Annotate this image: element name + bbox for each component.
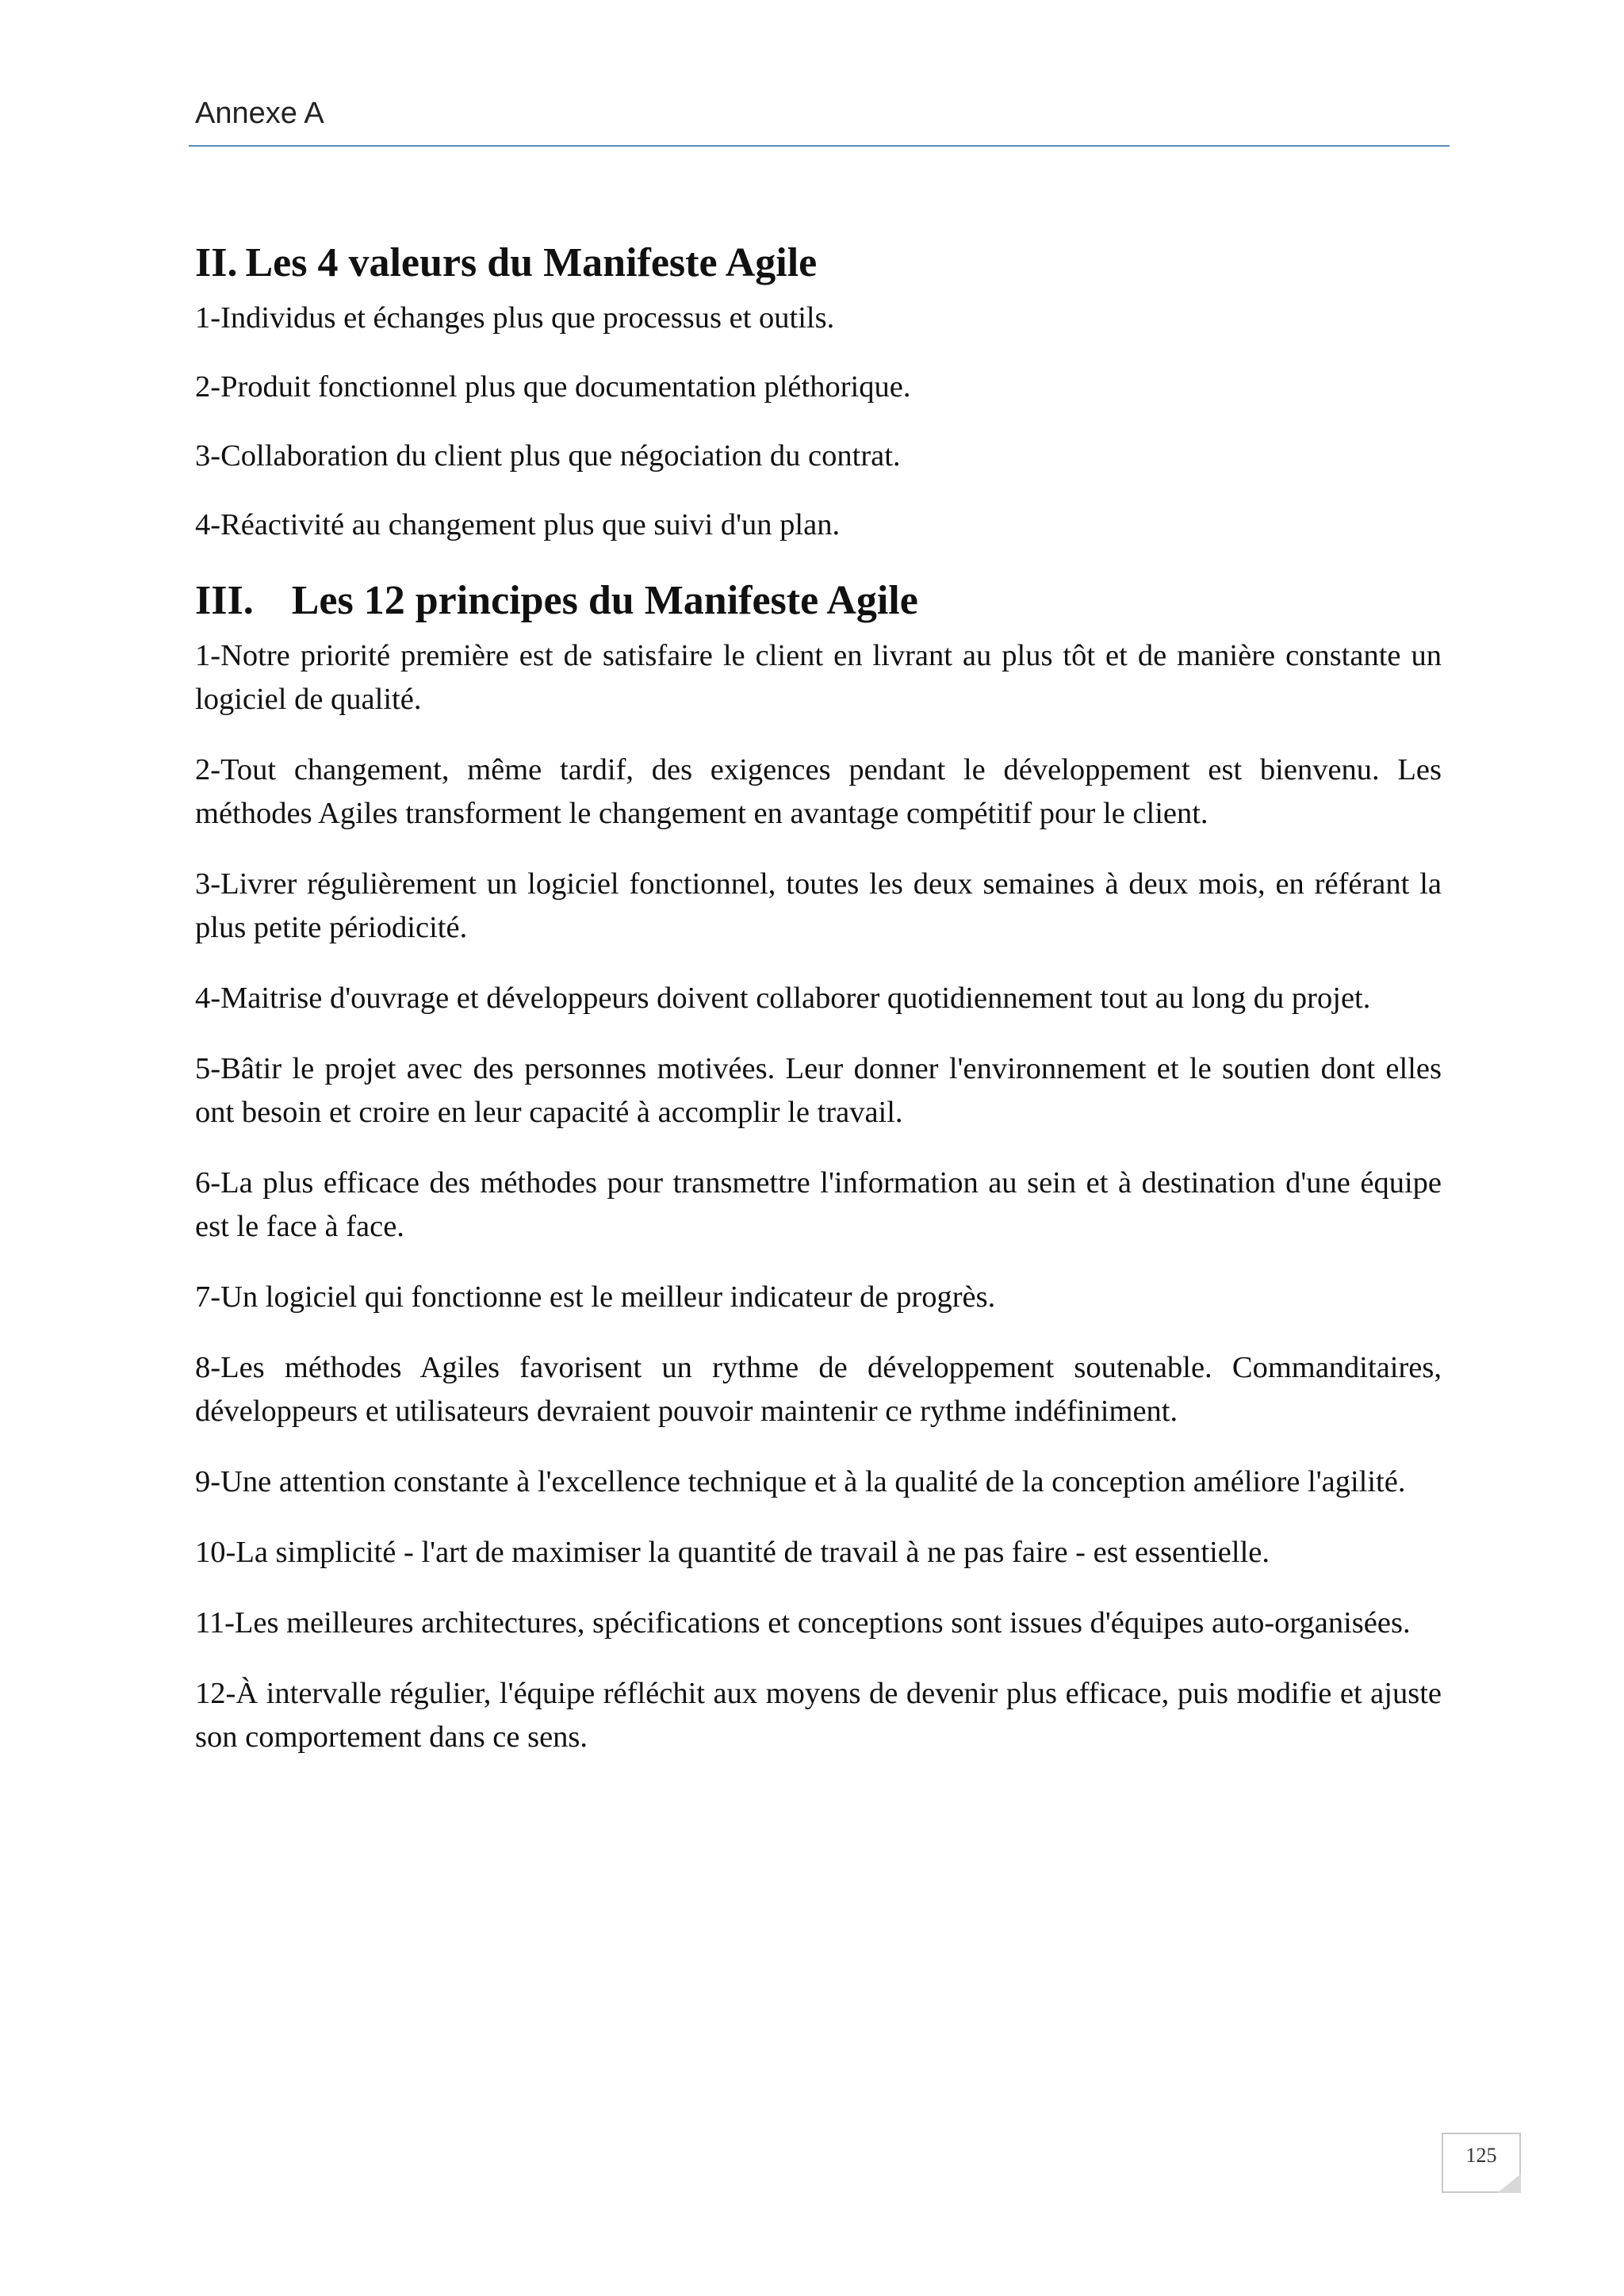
principle-item: 12-À intervalle régulier, l'équipe réfléchit aux moyens de devenir plus efficace, puis modifie et ajuste son comportement dans ce sens. xyxy=(195,1677,1442,1754)
principle-item: 11-Les meilleures architectures, spécifications et conceptions sont issues d'équipes auto-organisées. xyxy=(195,1606,1411,1640)
principle-item: 8-Les méthodes Agiles favorisent un rythme de développement soutenable. Commanditaires, développeurs et utilisateurs devraient pouvoir maintenir ce rythme indéfiniment. xyxy=(195,1351,1442,1428)
section-title: Les 12 principes du Manifeste Agile xyxy=(291,578,918,623)
values-list xyxy=(195,297,1442,547)
value-item: 3-Collaboration du client plus que négociation du contrat. xyxy=(195,439,901,473)
section-heading-principles xyxy=(195,572,1442,629)
section-number: II. xyxy=(195,240,238,285)
section-title: Les 4 valeurs du Manifeste Agile xyxy=(245,240,818,285)
section-number: III. xyxy=(195,578,254,623)
page-number: 125 xyxy=(1465,2144,1497,2167)
section-heading-values xyxy=(195,235,1442,292)
principle-item: 3-Livrer régulièrement un logiciel fonctionnel, toutes les deux semaines à deux mois, en référant la plus petite périodicité. xyxy=(195,867,1442,944)
value-item: 1-Individus et échanges plus que processus et outils. xyxy=(195,301,835,335)
principle-item: 5-Bâtir le projet avec des personnes motivées. Leur donner l'environnement et le soutien dont elles ont besoin et croire en leur capacité à accomplir le travail. xyxy=(195,1052,1442,1129)
principle-item: 10-La simplicité - l'art de maximiser la quantité de travail à ne pas faire - est essentielle. xyxy=(195,1536,1270,1569)
header-divider xyxy=(189,145,1450,147)
principles-list xyxy=(195,634,1442,1759)
value-item: 4-Réactivité au changement plus que suivi d'un plan. xyxy=(195,508,841,541)
page-number-box xyxy=(1442,2133,1521,2193)
header-title: Annexe A xyxy=(195,97,324,130)
principle-item: 4-Maitrise d'ouvrage et développeurs doivent collaborer quotidiennement tout au long du projet. xyxy=(195,982,1371,1015)
principle-item: 6-La plus efficace des méthodes pour transmettre l'information au sein et à destination d'une équipe est le face à face. xyxy=(195,1166,1442,1243)
page-corner-fold xyxy=(1497,2174,1521,2193)
principle-item: 2-Tout changement, même tardif, des exigences pendant le développement est bienvenu. Les méthodes Agiles transforment le changement en avantage compétitif pour le client. xyxy=(195,753,1442,830)
value-item: 2-Produit fonctionnel plus que documentation pléthorique. xyxy=(195,370,911,404)
principle-item: 1-Notre priorité première est de satisfaire le client en livrant au plus tôt et de manière constante un logiciel de qualité. xyxy=(195,639,1442,716)
principle-item: 7-Un logiciel qui fonctionne est le meilleur indicateur de progrès. xyxy=(195,1280,996,1314)
principle-item: 9-Une attention constante à l'excellence technique et à la qualité de la conception améliore l'agilité. xyxy=(195,1465,1406,1498)
page-content xyxy=(195,235,1442,1786)
